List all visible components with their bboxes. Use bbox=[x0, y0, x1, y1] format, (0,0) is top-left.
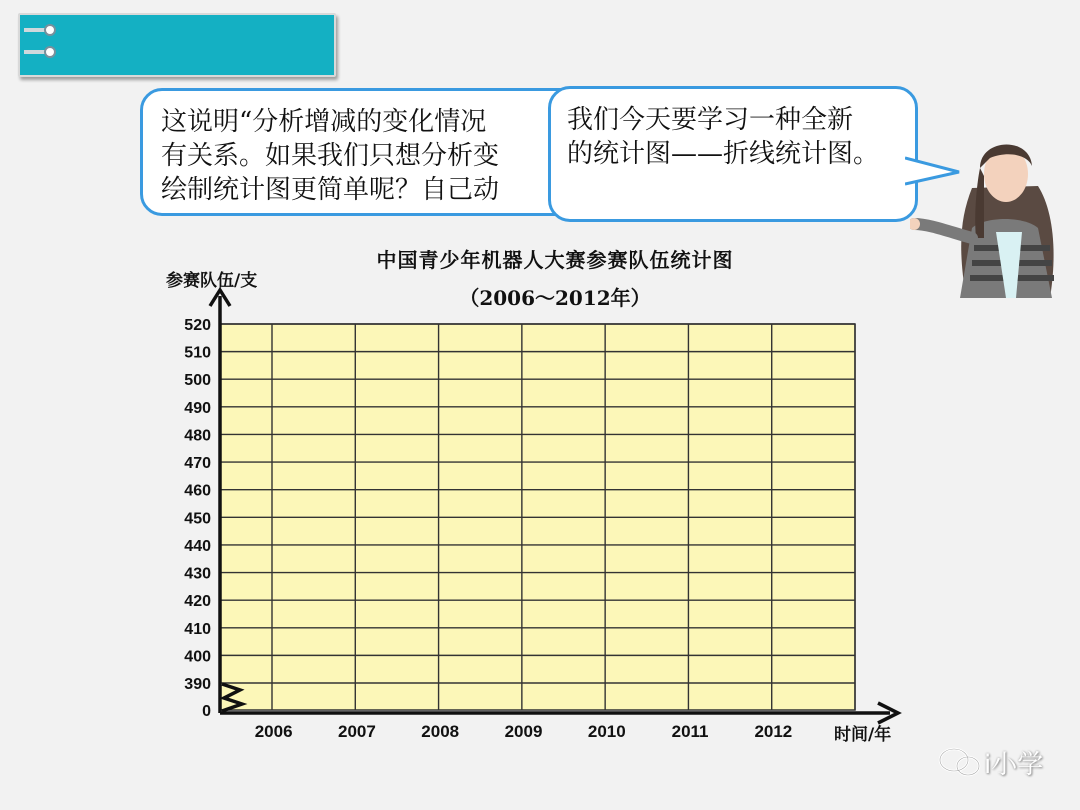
bubble-text-line: 绘制统计图更简单呢？自己动 bbox=[161, 175, 500, 205]
x-tick-label: 2010 bbox=[587, 722, 626, 741]
bubble-text-line: 这说明“分析增减的变化情况 bbox=[161, 107, 487, 137]
y-tick-label: 470 bbox=[184, 455, 211, 473]
bubble-text-line: 的统计图——折线统计图。 bbox=[567, 139, 880, 169]
y-tick-label: 430 bbox=[184, 565, 211, 583]
x-tick-label: 2006 bbox=[254, 722, 293, 741]
y-tick-label: 420 bbox=[184, 593, 211, 611]
y-tick-label: 450 bbox=[184, 510, 211, 528]
chart-title: 中国青少年机器人大赛参赛队伍统计图 bbox=[376, 248, 734, 272]
x-tick-label: 2011 bbox=[671, 722, 709, 741]
x-tick-label: 2008 bbox=[421, 722, 460, 741]
x-tick-label: 2012 bbox=[754, 722, 793, 741]
watermark-text: i小学 bbox=[984, 750, 1044, 780]
y-tick-label: 410 bbox=[184, 620, 211, 638]
bubble-text-line: 有关系。如果我们只想分析变 bbox=[161, 141, 500, 171]
x-tick-label: 2007 bbox=[338, 722, 376, 741]
y-tick-label: 390 bbox=[184, 676, 211, 693]
y-tick-label: 490 bbox=[184, 399, 211, 417]
chart-subtitle: （2006～2012年） bbox=[459, 286, 651, 310]
bubble-text-line: 我们今天要学习一种全新 bbox=[567, 105, 854, 135]
x-tick-label: 2009 bbox=[504, 722, 543, 741]
y-tick-label: 520 bbox=[184, 317, 211, 334]
y-tick-label: 0 bbox=[202, 703, 211, 720]
y-tick-label: 460 bbox=[184, 482, 211, 500]
x-axis-label: 时间/年 bbox=[834, 725, 892, 745]
y-tick-label: 510 bbox=[184, 344, 211, 362]
y-tick-label: 480 bbox=[184, 427, 211, 445]
y-axis-label: 参赛队伍/支 bbox=[166, 271, 258, 291]
y-tick-label: 440 bbox=[184, 537, 211, 555]
y-tick-label: 500 bbox=[184, 372, 211, 390]
y-tick-label: 400 bbox=[184, 648, 211, 666]
